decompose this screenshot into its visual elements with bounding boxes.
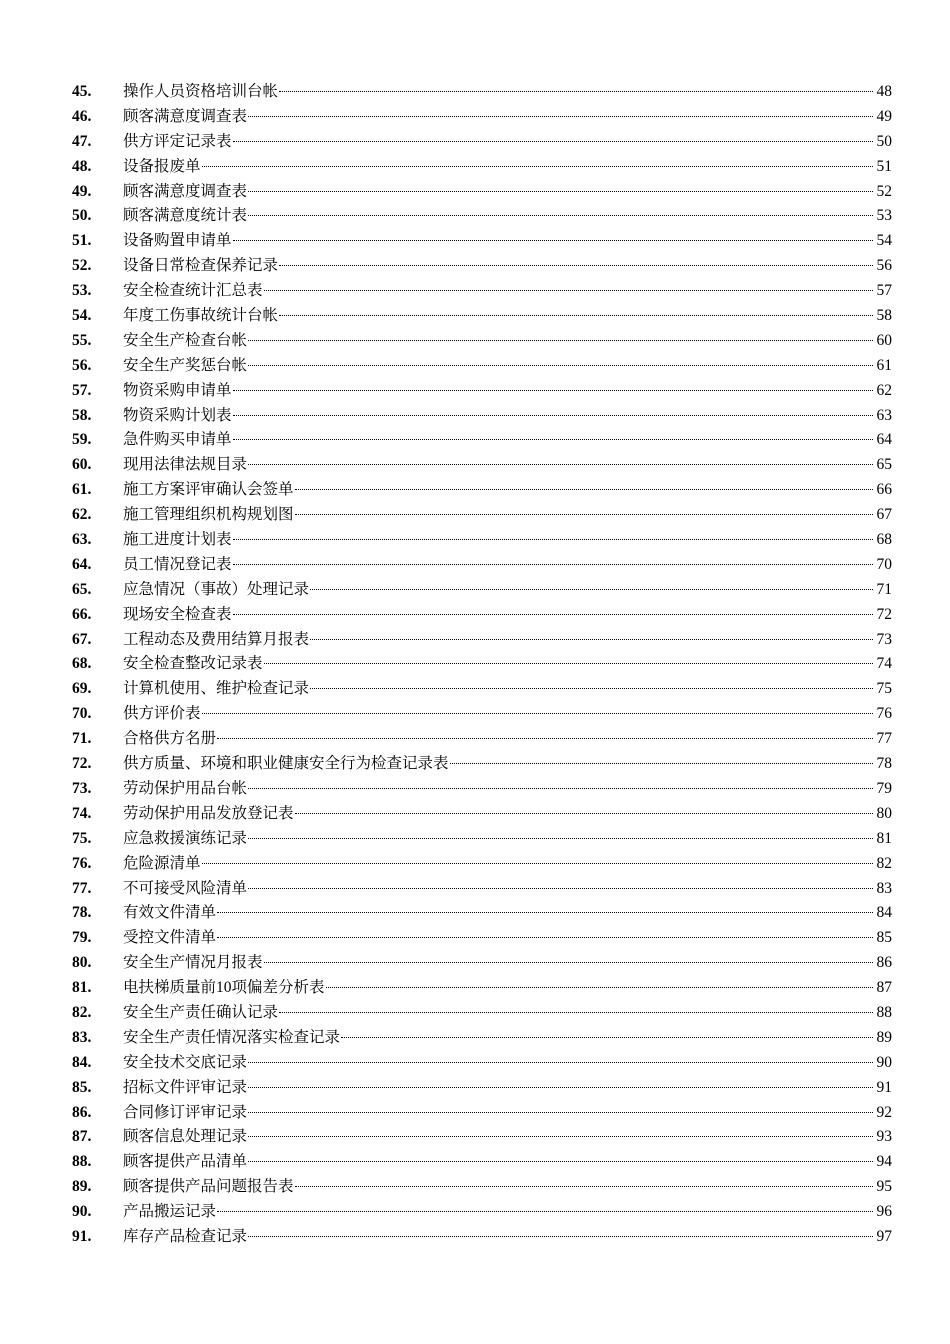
toc-entry-number: 80. [72, 954, 92, 972]
toc-entry-title: 物资采购申请单 [123, 381, 232, 399]
toc-entry[interactable] [72, 180, 892, 205]
toc-entry-page-number: 64 [876, 431, 892, 449]
toc-entry-number: 76. [72, 854, 92, 872]
toc-entry-number: 49. [72, 182, 92, 200]
toc-entry-number: 68. [72, 655, 92, 673]
toc-entry-page-number: 78 [876, 755, 892, 773]
toc-entry[interactable] [72, 901, 892, 926]
toc-entry-title: 有效文件清单 [123, 904, 217, 922]
toc-entry-number: 58. [72, 406, 92, 424]
toc-entry-title: 设备购置申请单 [123, 232, 232, 250]
toc-entry-title: 安全生产责任确认记录 [123, 1003, 279, 1021]
toc-entry-page-number: 49 [876, 107, 892, 125]
toc-entry-page-number: 72 [876, 605, 892, 623]
toc-entry-title: 受控文件清单 [123, 929, 217, 947]
toc-dot-leader [341, 1036, 873, 1038]
toc-entry-number: 64. [72, 555, 92, 573]
toc-entry-page-number: 66 [876, 481, 892, 499]
toc-dot-leader [264, 662, 873, 664]
toc-entry-page-number: 68 [876, 531, 892, 549]
toc-entry-number: 77. [72, 879, 92, 897]
toc-entry[interactable] [72, 1150, 892, 1175]
toc-entry-page-number: 77 [876, 730, 892, 748]
toc-entry[interactable] [72, 677, 892, 702]
toc-entry[interactable] [72, 1026, 892, 1051]
toc-entry-page-number: 97 [876, 1227, 892, 1245]
toc-entry-page-number: 94 [876, 1153, 892, 1171]
toc-entry[interactable] [72, 428, 892, 453]
toc-entry-page-number: 85 [876, 929, 892, 947]
toc-entry-title: 合格供方名册 [123, 730, 217, 748]
toc-entry-title: 不可接受风险清单 [123, 879, 248, 897]
toc-entry[interactable] [72, 827, 892, 852]
toc-entry-page-number: 57 [876, 282, 892, 300]
toc-entry-page-number: 61 [876, 356, 892, 374]
toc-entry-title: 物资采购计划表 [123, 406, 232, 424]
toc-entry[interactable] [72, 1225, 892, 1250]
toc-entry-page-number: 53 [876, 207, 892, 225]
toc-entry-page-number: 96 [876, 1203, 892, 1221]
toc-entry-number: 90. [72, 1203, 92, 1221]
toc-entry-title: 安全检查统计汇总表 [123, 282, 263, 300]
toc-dot-leader [233, 613, 873, 615]
toc-entry[interactable] [72, 1101, 892, 1126]
toc-entry[interactable] [72, 80, 892, 105]
toc-entry-number: 81. [72, 979, 92, 997]
toc-dot-leader [279, 1011, 873, 1013]
toc-entry[interactable] [72, 404, 892, 429]
toc-dot-leader [202, 165, 873, 167]
toc-entry[interactable] [72, 453, 892, 478]
toc-entry-title: 施工管理组织机构规划图 [123, 506, 294, 524]
toc-entry-page-number: 74 [876, 655, 892, 673]
toc-dot-leader [217, 737, 873, 739]
toc-entry-page-number: 88 [876, 1003, 892, 1021]
toc-dot-leader [248, 1160, 873, 1162]
table-of-contents [72, 80, 892, 1250]
toc-entry-title: 员工情况登记表 [123, 555, 232, 573]
toc-entry-title: 安全技术交底记录 [123, 1053, 248, 1071]
toc-entry-title: 供方评价表 [123, 705, 201, 723]
toc-entry-number: 56. [72, 356, 92, 374]
toc-entry-page-number: 51 [876, 157, 892, 175]
toc-dot-leader [233, 563, 873, 565]
toc-dot-leader [248, 1111, 873, 1113]
toc-entry-number: 84. [72, 1053, 92, 1071]
toc-entry-page-number: 79 [876, 779, 892, 797]
toc-dot-leader [264, 961, 873, 963]
toc-entry[interactable] [72, 229, 892, 254]
toc-dot-leader [248, 1235, 873, 1237]
toc-entry-title: 现用法律法规目录 [123, 456, 248, 474]
toc-dot-leader [248, 1135, 873, 1137]
toc-entry-page-number: 71 [876, 580, 892, 598]
toc-dot-leader [248, 1086, 873, 1088]
toc-entry[interactable] [72, 702, 892, 727]
toc-entry-title: 安全检查整改记录表 [123, 655, 263, 673]
toc-dot-leader [279, 90, 873, 92]
toc-dot-leader [295, 812, 873, 814]
toc-entry-page-number: 67 [876, 506, 892, 524]
toc-entry-title: 设备日常检查保养记录 [123, 257, 279, 275]
toc-entry-number: 47. [72, 132, 92, 150]
toc-entry-number: 78. [72, 904, 92, 922]
toc-entry-number: 46. [72, 107, 92, 125]
toc-entry-page-number: 60 [876, 331, 892, 349]
toc-entry-page-number: 91 [876, 1078, 892, 1096]
toc-entry-number: 82. [72, 1003, 92, 1021]
toc-entry[interactable] [72, 1001, 892, 1026]
toc-entry-title: 合同修订评审记录 [123, 1103, 248, 1121]
toc-entry-title: 顾客满意度调查表 [123, 182, 248, 200]
toc-entry-title: 施工进度计划表 [123, 531, 232, 549]
toc-entry-page-number: 95 [876, 1178, 892, 1196]
toc-dot-leader [248, 887, 873, 889]
toc-entry-number: 72. [72, 755, 92, 773]
toc-entry-title: 顾客满意度调查表 [123, 107, 248, 125]
toc-entry-title: 计算机使用、维护检查记录 [123, 680, 310, 698]
toc-entry-title: 电扶梯质量前10项偏差分析表 [123, 979, 325, 997]
toc-entry-number: 70. [72, 705, 92, 723]
toc-dot-leader [248, 339, 873, 341]
toc-entry[interactable] [72, 727, 892, 752]
toc-entry-title: 工程动态及费用结算月报表 [123, 630, 310, 648]
toc-dot-leader [217, 911, 873, 913]
toc-entry-title: 年度工伤事故统计台帐 [123, 307, 279, 325]
toc-dot-leader [233, 414, 873, 416]
toc-dot-leader [248, 115, 873, 117]
toc-entry[interactable] [72, 951, 892, 976]
toc-entry-title: 安全生产情况月报表 [123, 954, 263, 972]
toc-entry-page-number: 52 [876, 182, 892, 200]
toc-dot-leader [217, 936, 873, 938]
toc-entry[interactable] [72, 528, 892, 553]
toc-entry[interactable] [72, 652, 892, 677]
toc-entry-number: 71. [72, 730, 92, 748]
toc-entry-page-number: 89 [876, 1028, 892, 1046]
toc-entry-title: 设备报废单 [123, 157, 201, 175]
toc-entry-title: 急件购买申请单 [123, 431, 232, 449]
toc-dot-leader [326, 986, 873, 988]
toc-entry-number: 45. [72, 83, 92, 100]
toc-entry-number: 75. [72, 829, 92, 847]
toc-dot-leader [202, 862, 873, 864]
toc-entry[interactable] [72, 254, 892, 279]
toc-dot-leader [248, 787, 873, 789]
toc-entry[interactable] [72, 279, 892, 304]
toc-dot-leader [233, 239, 873, 241]
toc-dot-leader [310, 588, 873, 590]
toc-dot-leader [248, 190, 873, 192]
toc-entry-number: 48. [72, 157, 92, 175]
toc-entry-number: 87. [72, 1128, 92, 1146]
toc-dot-leader [233, 538, 873, 540]
toc-entry-number: 53. [72, 282, 92, 300]
toc-dot-leader [248, 364, 873, 366]
toc-dot-leader [248, 1061, 873, 1063]
toc-entry[interactable] [72, 1051, 892, 1076]
toc-entry-number: 50. [72, 207, 92, 225]
toc-entry-page-number: 73 [876, 630, 892, 648]
toc-entry-number: 73. [72, 779, 92, 797]
toc-entry[interactable] [72, 777, 892, 802]
toc-entry-title: 应急救援演练记录 [123, 829, 248, 847]
toc-entry[interactable] [72, 204, 892, 229]
toc-entry-title: 现场安全检查表 [123, 605, 232, 623]
toc-entry[interactable] [72, 578, 892, 603]
toc-entry-number: 66. [72, 605, 92, 623]
toc-entry-page-number: 63 [876, 406, 892, 424]
toc-entry-page-number: 93 [876, 1128, 892, 1146]
toc-entry-title: 顾客提供产品清单 [123, 1153, 248, 1171]
toc-entry-title: 供方质量、环境和职业健康安全行为检查记录表 [123, 755, 449, 773]
toc-entry[interactable] [72, 329, 892, 354]
toc-entry-number: 91. [72, 1227, 92, 1245]
toc-dot-leader [295, 1185, 873, 1187]
toc-entry[interactable] [72, 105, 892, 130]
toc-entry[interactable] [72, 553, 892, 578]
toc-entry-title: 安全生产奖惩台帐 [123, 356, 248, 374]
toc-entry-page-number: 48 [876, 83, 892, 100]
toc-entry-title: 施工方案评审确认会签单 [123, 481, 294, 499]
toc-entry-number: 54. [72, 307, 92, 325]
toc-entry-number: 57. [72, 381, 92, 399]
toc-entry-number: 88. [72, 1153, 92, 1171]
toc-entry-title: 危险源清单 [123, 854, 201, 872]
toc-entry-page-number: 76 [876, 705, 892, 723]
toc-entry-number: 79. [72, 929, 92, 947]
toc-entry[interactable] [72, 155, 892, 180]
toc-entry-page-number: 65 [876, 456, 892, 474]
toc-entry-page-number: 75 [876, 680, 892, 698]
toc-dot-leader [233, 389, 873, 391]
toc-entry-page-number: 80 [876, 804, 892, 822]
toc-dot-leader [450, 762, 873, 764]
toc-entry-number: 74. [72, 804, 92, 822]
toc-entry-title: 劳动保护用品发放登记表 [123, 804, 294, 822]
toc-entry-number: 60. [72, 456, 92, 474]
toc-entry-number: 65. [72, 580, 92, 598]
toc-entry-title: 产品搬运记录 [123, 1203, 217, 1221]
toc-entry-title: 安全生产检查台帐 [123, 331, 248, 349]
toc-entry-page-number: 58 [876, 307, 892, 325]
toc-entry-title: 应急情况（事故）处理记录 [123, 580, 310, 598]
toc-dot-leader [310, 638, 873, 640]
toc-entry-page-number: 62 [876, 381, 892, 399]
toc-entry-title: 顾客信息处理记录 [123, 1128, 248, 1146]
toc-entry-number: 62. [72, 506, 92, 524]
toc-entry-title: 安全生产责任情况落实检查记录 [123, 1028, 341, 1046]
toc-entry[interactable] [72, 1175, 892, 1200]
toc-dot-leader [202, 712, 873, 714]
toc-entry-page-number: 54 [876, 232, 892, 250]
toc-entry-number: 59. [72, 431, 92, 449]
toc-entry-number: 52. [72, 257, 92, 275]
toc-dot-leader [217, 1210, 873, 1212]
toc-entry-title: 操作人员资格培训台帐 [123, 83, 279, 100]
toc-entry-number: 86. [72, 1103, 92, 1121]
toc-entry-page-number: 86 [876, 954, 892, 972]
toc-entry-number: 85. [72, 1078, 92, 1096]
toc-entry-page-number: 50 [876, 132, 892, 150]
toc-entry-number: 63. [72, 531, 92, 549]
toc-entry[interactable] [72, 304, 892, 329]
toc-entry-number: 67. [72, 630, 92, 648]
toc-dot-leader [310, 687, 873, 689]
toc-dot-leader [279, 264, 873, 266]
toc-entry[interactable] [72, 478, 892, 503]
toc-entry-title: 顾客提供产品问题报告表 [123, 1178, 294, 1196]
toc-dot-leader [233, 438, 873, 440]
toc-entry-page-number: 81 [876, 829, 892, 847]
toc-entry[interactable] [72, 926, 892, 951]
toc-dot-leader [248, 463, 873, 465]
toc-dot-leader [279, 314, 873, 316]
toc-entry-title: 供方评定记录表 [123, 132, 232, 150]
toc-entry[interactable] [72, 1125, 892, 1150]
toc-entry[interactable] [72, 1200, 892, 1225]
toc-entry[interactable] [72, 628, 892, 653]
toc-entry-page-number: 83 [876, 879, 892, 897]
toc-dot-leader [248, 214, 873, 216]
toc-entry-page-number: 87 [876, 979, 892, 997]
toc-entry[interactable] [72, 130, 892, 155]
toc-entry[interactable] [72, 503, 892, 528]
toc-dot-leader [295, 488, 873, 490]
toc-entry[interactable] [72, 354, 892, 379]
toc-entry-number: 83. [72, 1028, 92, 1046]
toc-entry-title: 招标文件评审记录 [123, 1078, 248, 1096]
toc-dot-leader [248, 837, 873, 839]
toc-entry-number: 69. [72, 680, 92, 698]
toc-dot-leader [233, 140, 873, 142]
toc-dot-leader [295, 513, 873, 515]
toc-entry[interactable] [72, 877, 892, 902]
toc-entry-title: 库存产品检查记录 [123, 1227, 248, 1245]
toc-entry-title: 顾客满意度统计表 [123, 207, 248, 225]
toc-entry-number: 51. [72, 232, 92, 250]
toc-entry-number: 89. [72, 1178, 92, 1196]
toc-entry[interactable] [72, 852, 892, 877]
toc-entry-page-number: 82 [876, 854, 892, 872]
toc-entry[interactable] [72, 976, 892, 1001]
toc-entry-page-number: 70 [876, 555, 892, 573]
toc-dot-leader [264, 289, 873, 291]
toc-entry-number: 61. [72, 481, 92, 499]
toc-entry[interactable] [72, 1076, 892, 1101]
toc-entry[interactable] [72, 603, 892, 628]
toc-entry[interactable] [72, 752, 892, 777]
toc-entry-title: 劳动保护用品台帐 [123, 779, 248, 797]
toc-entry-page-number: 56 [876, 257, 892, 275]
toc-entry[interactable] [72, 379, 892, 404]
toc-entry-page-number: 92 [876, 1103, 892, 1121]
toc-entry-number: 55. [72, 331, 92, 349]
toc-entry[interactable] [72, 802, 892, 827]
toc-entry-page-number: 90 [876, 1053, 892, 1071]
toc-entry-page-number: 84 [876, 904, 892, 922]
